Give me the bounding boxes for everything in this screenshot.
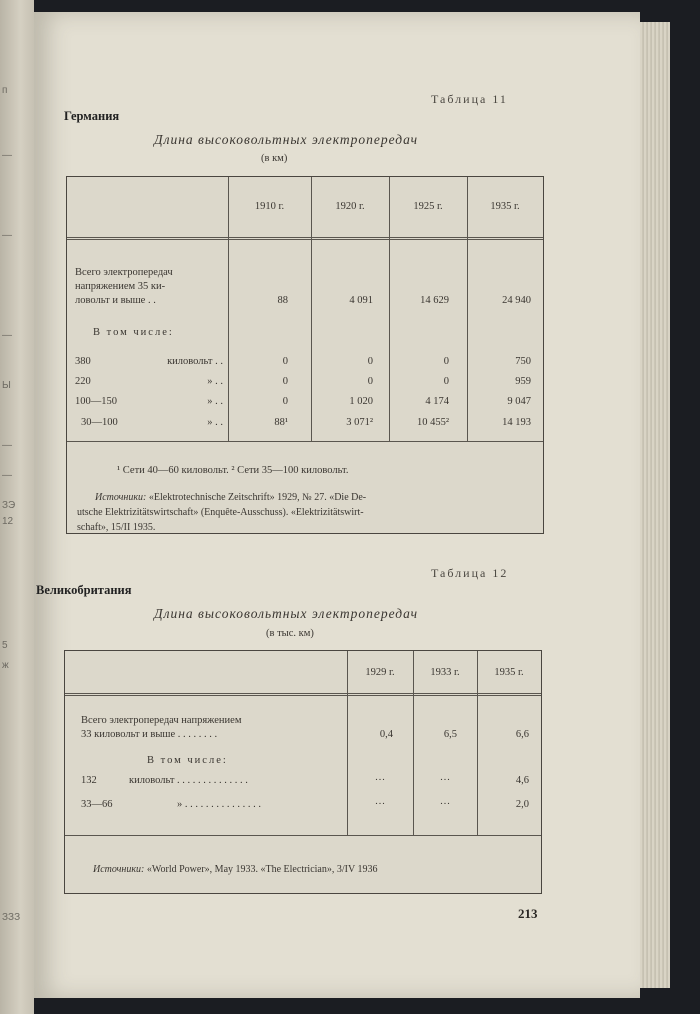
row-unit: » . . [207,396,223,407]
year-header: 1933 г. [430,667,460,678]
facing-page-mark: — [2,230,12,241]
table-cell: 0 [282,376,288,387]
table-cell: 14 193 [502,417,531,428]
table-12 [64,650,542,894]
row-unit: » . . . . . . . . . . . . . . . [177,799,261,810]
table-cell: 0 [367,356,373,367]
table-cell: 6,6 [515,729,529,740]
table-11-footnote: ¹ Сети 40—60 киловольт. ² Сети 35—100 киловольт. [117,465,349,476]
row-unit: киловольт . . [167,356,223,367]
source-label: Источники: [95,492,147,503]
facing-page-mark: ЗЗЗ [2,912,21,923]
table-cell: 88¹ [274,417,288,428]
row-unit: » . . [207,376,223,387]
table-12-sources [93,862,378,877]
table-11-title: Длина высоковольтных электропередач [154,132,419,147]
subheader: В том числе: [93,327,174,338]
table-cell: 4 091 [349,295,373,306]
row-label: 33—66 [81,799,113,810]
page-stack-edge [640,22,670,988]
table-cell: 2,0 [515,799,529,810]
facing-page-mark: ж [2,660,9,671]
table-cell: 959 [515,376,531,387]
table-cell: 1 020 [349,396,373,407]
source-line: schaft», 15/II 1935. [77,522,156,533]
source-line: utsche Elektrizitätswirtschaft» (Enquête-Ausschuss). «Elektrizitätswirt- [77,507,364,518]
table-cell: 10 455² [416,417,449,428]
year-header: 1920 г. [335,201,365,212]
table-cell: 6,5 [443,729,457,740]
facing-page-mark: — [2,330,12,341]
total-label: напряжением 35 ки- [75,281,166,292]
table-cell: ··· [374,799,386,810]
table-12-country: Великобритания [36,583,132,597]
table-cell: ··· [439,775,451,786]
facing-page-mark: п [2,85,8,96]
facing-page-mark: — [2,150,12,161]
facing-page-mark: — [2,470,12,481]
table-11-unit: (в км) [261,153,288,164]
row-label: 380 [75,356,91,367]
table-12-unit: (в тыс. км) [266,628,314,639]
source-line: «World Power», May 1933. «The Electrician», 3/IV 1936 [144,864,378,875]
table-cell: ··· [439,799,451,810]
facing-page-mark: — [2,440,12,451]
facing-page-mark: Ы [2,380,11,391]
year-header: 1929 г. [365,667,395,678]
table-11-sources [77,490,366,535]
year-header: 1935 г. [494,667,524,678]
table-11-label: Таблица 11 [431,92,508,106]
row-unit: киловольт . . . . . . . . . . . . . . [129,775,248,786]
row-label: 100—150 [75,396,117,407]
total-label: 33 киловольт и выше . . . . . . . . [81,729,218,740]
table-cell: 0 [282,356,288,367]
table-cell: 4,6 [515,775,529,786]
facing-page-edge [0,0,34,1014]
table-12-label: Таблица 12 [431,566,509,580]
row-label: 132 [81,775,97,786]
subheader: В том числе: [147,755,228,766]
table-cell: ··· [374,775,386,786]
table-cell: 0 [282,396,288,407]
table-cell: 14 629 [420,295,449,306]
facing-page-mark: 12 [2,516,14,527]
total-label: ловольт и выше . . [75,295,156,306]
total-label: Всего электропередач [75,267,173,278]
year-header: 1910 г. [254,201,285,212]
source-label: Источники: [93,864,145,875]
table-12-title: Длина высоковольтных электропередач [154,606,419,621]
year-header: 1935 г. [490,201,520,212]
table-cell: 0 [443,376,449,387]
facing-page-mark: ЗЭ [2,500,16,511]
table-cell: 3 071² [346,417,373,428]
total-label: Всего электропередач напряжением [81,715,242,726]
table-cell: 9 047 [507,396,531,407]
page-number: 213 [518,906,538,921]
table-cell: 88 [277,295,288,306]
table-11 [66,176,544,534]
facing-page-mark: 5 [2,640,8,651]
table-cell: 750 [515,356,531,367]
table-11-country: Германия [64,109,120,123]
table-cell: 0,4 [379,729,393,740]
row-unit: » . . [207,417,223,428]
table-cell: 0 [367,376,373,387]
row-label: 30—100 [81,417,118,428]
table-cell: 4 174 [425,396,449,407]
book-page [34,12,640,998]
table-cell: 24 940 [502,295,531,306]
row-label: 220 [75,376,91,387]
year-header: 1925 г. [413,201,443,212]
source-line: «Elektrotechnische Zeitschrift» 1929, № 27. «Die De- [146,492,367,503]
table-cell: 0 [443,356,449,367]
